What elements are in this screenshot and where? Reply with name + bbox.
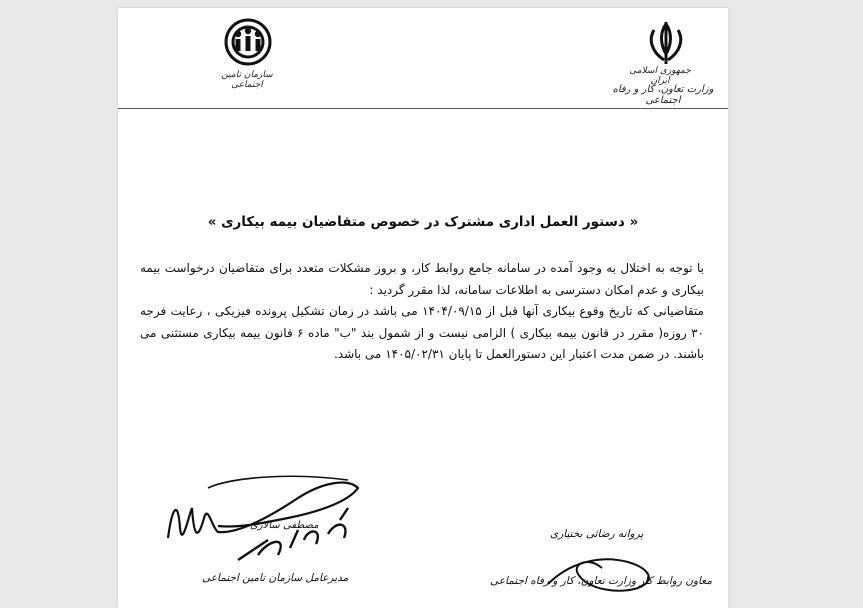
social-security-logo-icon xyxy=(222,18,274,68)
left-signatory-role: مدیرعامل سازمان تامین اجتماعی xyxy=(202,572,349,584)
right-signatory-role: معاون روابط کار وزارت تعاون، کار و رفاه اجتماعی xyxy=(490,575,712,587)
handwritten-date-icon xyxy=(228,500,358,570)
header-country-name: جمهوری اسلامی ایران xyxy=(629,66,691,86)
logo-caption: سازمان تامین اجتماعی xyxy=(221,70,273,90)
letter-page xyxy=(118,8,728,608)
document-body xyxy=(140,258,704,366)
handwritten-date xyxy=(228,500,358,570)
header-ministry-name: وزارت تعاون، کار و رفاه اجتماعی xyxy=(612,84,714,106)
left-signatory-name: مصطفی سالاری xyxy=(250,520,319,531)
header-divider xyxy=(118,108,728,109)
document-title: « دستور العمل اداری مشترک در خصوص متقاضیان بیمه بیکاری » xyxy=(207,214,639,230)
body-paragraph-intro: با توجه به اختلال به وجود آمده در سامانه جامع روابط کار، و بروز مشکلات متعدد برای متقاضیان درخواست بیمه بیکاری و عدم امکان دسترسی به اطلاعات سامانه، لذا مقرر گردید : xyxy=(140,261,704,297)
iran-emblem-icon xyxy=(642,20,690,70)
right-signature-icon xyxy=(538,544,668,604)
right-signatory-name: پروانه رضائی بختیاری xyxy=(550,528,644,540)
body-paragraph-ruling: متقاضیانی که تاریخ وقوع بیکاری آنها قبل از ۱۴۰۴/۰۹/۱۵ می باشد در زمان تشکیل پرونده فیزیکی ، رعایت فرجه ۳۰ روزه( مقرر در قانون بیمه بیکاری ) الزامی نیست و از شمول بند "ب" ماده ۶ قانون بیمه بیکاری مستثنی می باشند. در ضمن مدت اعتبار این دستورالعمل تا پایان ۱۴۰۵/۰۲/۳۱ می باشد. xyxy=(140,304,704,361)
